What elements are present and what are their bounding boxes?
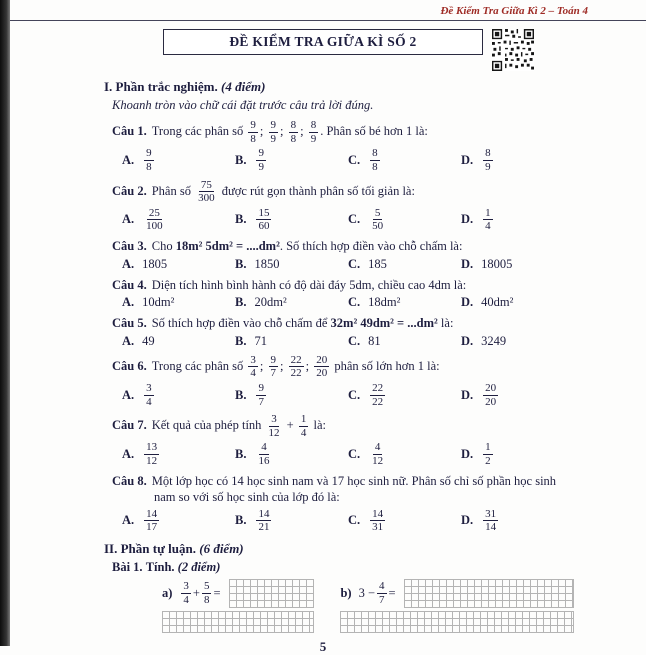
option-letter: A.	[122, 256, 135, 271]
section1-instruction: Khoanh tròn vào chữ cái đặt trước câu trả lời đúng.	[112, 98, 374, 112]
text-segment: là:	[437, 316, 454, 331]
text-segment: được rút gọn thành phân số tối giản là:	[218, 183, 415, 198]
fraction-numerator: 9	[250, 119, 256, 131]
fraction-denominator: 4	[183, 594, 189, 607]
answer-option[interactable]	[348, 334, 461, 349]
question-block	[104, 179, 574, 234]
page-content	[0, 79, 646, 633]
answer-option[interactable]	[235, 382, 348, 408]
exercise-expression	[162, 579, 314, 608]
fraction-denominator: 300	[198, 192, 215, 205]
fraction-numerator: 14	[372, 507, 384, 520]
fraction	[483, 207, 493, 233]
fraction	[256, 441, 271, 467]
answer-option[interactable]	[461, 334, 574, 349]
question-line	[112, 354, 574, 380]
option-letter: D.	[461, 295, 474, 310]
fraction-denominator: 60	[258, 220, 270, 233]
answer-option[interactable]	[122, 295, 235, 310]
fraction-numerator: 15	[258, 206, 270, 219]
fraction-denominator: 7	[379, 594, 385, 607]
text-segment: 18005	[481, 256, 513, 271]
fraction	[144, 382, 154, 408]
section1-heading	[104, 79, 574, 95]
option-letter: A.	[122, 212, 135, 227]
answer-option[interactable]	[348, 382, 461, 408]
fraction	[370, 508, 385, 534]
fraction	[269, 354, 279, 380]
question-label: Câu 2.	[112, 183, 147, 198]
answer-option[interactable]	[461, 207, 574, 233]
option-letter: A.	[122, 152, 135, 167]
exercise-label: a)	[162, 586, 173, 601]
text-segment: =	[213, 586, 221, 601]
fraction-denominator: 100	[146, 220, 163, 233]
running-header	[0, 0, 646, 21]
option-letter: B.	[235, 447, 247, 462]
fraction	[267, 413, 282, 439]
text-segment: 40dm²	[481, 295, 514, 310]
exercise-item	[162, 579, 314, 633]
section1-heading-text: I. Phần trắc nghiệm.	[104, 79, 218, 94]
option-letter: C.	[348, 447, 361, 462]
fraction-denominator: 8	[146, 160, 152, 173]
fraction	[370, 441, 385, 467]
qr-code-icon	[492, 29, 534, 71]
text-segment: Số thích hợp điền vào chỗ chấm để	[151, 316, 331, 331]
fraction-denominator: 20	[316, 367, 328, 380]
text-segment: 71	[254, 333, 267, 348]
question-line	[112, 413, 574, 439]
page-number: 5	[319, 639, 327, 655]
question-line	[112, 315, 574, 332]
question-line	[112, 473, 574, 506]
question-block	[104, 238, 574, 272]
options-row	[112, 147, 574, 173]
option-letter: B.	[235, 295, 247, 310]
fraction-denominator: 4	[300, 426, 307, 439]
fraction-denominator: 31	[372, 521, 384, 534]
option-letter: D.	[461, 513, 474, 528]
fraction	[483, 147, 493, 173]
answer-option[interactable]	[461, 441, 574, 467]
option-letter: B.	[235, 212, 247, 227]
fraction-denominator: 4	[485, 220, 491, 233]
fraction-numerator: 8	[485, 147, 491, 160]
answer-option[interactable]	[348, 207, 461, 233]
option-letter: A.	[122, 387, 135, 402]
text-segment: Kết quả của phép tính	[151, 418, 265, 433]
title-row	[0, 29, 646, 75]
fraction-denominator: 12	[268, 426, 280, 439]
question-line	[112, 119, 574, 145]
fraction	[248, 119, 258, 145]
option-letter: A.	[122, 295, 135, 310]
text-segment: ;	[305, 358, 313, 373]
text-segment: là:	[310, 418, 326, 433]
options-row	[112, 441, 574, 467]
running-header-text: Đề Kiểm Tra Giữa Kì 2 – Toán 4	[440, 5, 588, 17]
fraction-numerator: 3	[146, 381, 152, 394]
fraction-numerator: 3	[183, 580, 189, 593]
answer-option[interactable]	[235, 257, 348, 272]
answer-option[interactable]	[461, 147, 574, 173]
fraction	[299, 413, 309, 439]
fraction-denominator: 8	[372, 160, 378, 173]
fraction-numerator: 4	[374, 441, 381, 454]
fraction	[483, 382, 498, 408]
test-title: ĐỀ KIỂM TRA GIỮA KÌ SỐ 2	[229, 34, 417, 49]
question-label: Câu 1.	[112, 124, 147, 139]
text-segment: ;	[300, 124, 307, 139]
work-grid[interactable]	[162, 611, 314, 633]
fraction-denominator: 22	[290, 367, 302, 380]
book-spine-edge	[0, 0, 10, 646]
question-block	[104, 315, 574, 349]
fraction	[289, 119, 299, 145]
fraction	[256, 382, 266, 408]
exercise-expression	[340, 579, 574, 608]
fraction-numerator: 9	[258, 147, 264, 160]
answer-option[interactable]	[461, 382, 574, 408]
fraction	[202, 580, 212, 606]
text-segment: 1805	[142, 256, 168, 271]
questions-list	[104, 119, 574, 534]
fraction-numerator: 4	[261, 441, 267, 454]
option-letter: D.	[461, 152, 474, 167]
fraction	[144, 441, 159, 467]
answer-option[interactable]	[235, 295, 348, 310]
fraction-numerator: 14	[146, 507, 158, 520]
answer-option[interactable]	[122, 207, 235, 233]
fraction-numerator: 31	[485, 507, 497, 520]
options-row	[112, 334, 574, 349]
fraction-denominator: 12	[146, 455, 158, 468]
text-segment: Một lớp học có 14 học sinh nam và 17 học sinh nữ. Phân số chỉ số phần học sinh nam so với số học sinh của lớp đó là:	[151, 473, 557, 505]
bai1-points: (2 điểm)	[177, 560, 221, 575]
text-segment: ;	[259, 358, 267, 373]
fraction	[144, 508, 159, 534]
option-letter: A.	[122, 333, 135, 348]
fraction-denominator: 17	[146, 521, 158, 534]
text-segment: Phân số	[151, 183, 195, 198]
question-label: Câu 4.	[112, 277, 147, 292]
fraction-denominator: 4	[250, 367, 256, 380]
fraction-denominator: 14	[485, 521, 497, 534]
fraction-numerator: 9	[270, 119, 277, 131]
text-segment: 20dm²	[254, 295, 287, 310]
fraction-numerator: 1	[485, 441, 491, 454]
option-letter: C.	[348, 256, 361, 271]
option-letter: D.	[461, 447, 474, 462]
fraction	[309, 119, 319, 145]
answer-option[interactable]	[235, 508, 348, 534]
fraction	[370, 382, 385, 408]
options-row	[112, 382, 574, 408]
fraction-denominator: 8	[250, 132, 256, 145]
option-letter: B.	[235, 256, 247, 271]
fraction-numerator: 9	[146, 147, 152, 160]
section1-heading-points: (4 điểm)	[221, 79, 266, 94]
answer-option[interactable]	[348, 295, 461, 310]
fraction	[269, 119, 279, 145]
option-letter: D.	[461, 212, 474, 227]
fraction-numerator: 20	[316, 353, 328, 366]
fraction	[196, 179, 217, 205]
option-letter: C.	[348, 513, 361, 528]
fraction-numerator: 8	[372, 147, 378, 160]
option-letter: D.	[461, 387, 474, 402]
fraction	[314, 354, 329, 380]
fraction-numerator: 3	[250, 353, 256, 366]
option-letter: C.	[348, 212, 361, 227]
answer-option[interactable]	[235, 441, 348, 467]
text-segment: Trong các phân số	[151, 124, 247, 139]
answer-option[interactable]	[461, 295, 574, 310]
text-segment: Diện tích hình bình hành có độ dài đáy 5dm, chiều cao 4dm là:	[151, 277, 467, 292]
options-row	[112, 508, 574, 534]
answer-option[interactable]	[348, 257, 461, 272]
section2-heading-points: (6 điểm)	[199, 541, 244, 557]
fraction-denominator: 12	[372, 455, 384, 468]
answer-option[interactable]	[122, 257, 235, 272]
fraction	[289, 354, 304, 380]
option-letter: C.	[348, 387, 361, 402]
fraction-denominator: 9	[485, 160, 491, 173]
question-line	[112, 238, 574, 255]
fraction-denominator: 7	[270, 367, 277, 380]
fraction-denominator: 8	[203, 594, 210, 607]
question-block	[104, 413, 574, 468]
fraction	[377, 580, 387, 606]
option-letter: B.	[235, 387, 247, 402]
answer-option[interactable]	[461, 257, 574, 272]
text-segment: 81	[368, 333, 381, 348]
fraction	[256, 207, 271, 233]
question-block	[104, 119, 574, 174]
fraction	[483, 441, 493, 467]
work-grid[interactable]	[229, 579, 315, 608]
option-letter: B.	[235, 333, 247, 348]
fraction-numerator: 13	[146, 441, 158, 454]
fraction-denominator: 7	[258, 395, 264, 408]
options-row	[112, 207, 574, 233]
fraction-numerator: 4	[379, 580, 385, 593]
text-segment: 1850	[254, 256, 280, 271]
text-segment: ;	[259, 124, 267, 139]
fraction-denominator: 50	[372, 220, 384, 233]
text-segment: 185	[368, 256, 387, 271]
option-letter: A.	[122, 447, 135, 462]
text-segment: phân số lớn hơn 1 là:	[331, 358, 440, 373]
test-title-box	[163, 29, 483, 55]
fraction-denominator: 9	[270, 132, 277, 145]
option-letter: C.	[348, 295, 361, 310]
fraction-denominator: 4	[146, 395, 152, 408]
text-segment: 3249	[481, 333, 507, 348]
fraction-denominator: 22	[372, 395, 384, 408]
option-letter: C.	[348, 152, 361, 167]
text-segment: =	[388, 586, 396, 601]
question-line	[112, 277, 574, 294]
answer-option[interactable]	[348, 508, 461, 534]
exercise-label: b)	[340, 586, 352, 601]
bai1-heading	[104, 560, 574, 575]
bai1-label: Bài 1.	[112, 560, 143, 575]
fraction-denominator: 8	[290, 132, 297, 145]
answer-option[interactable]	[348, 147, 461, 173]
question-label: Câu 3.	[112, 239, 147, 254]
fraction-numerator: 9	[270, 353, 277, 366]
answer-option[interactable]	[122, 508, 235, 534]
fraction-numerator: 1	[485, 206, 491, 219]
question-label: Câu 5.	[112, 316, 147, 331]
question-label: Câu 6.	[112, 358, 147, 373]
bai1-text: Tính.	[145, 560, 175, 575]
options-row	[112, 295, 574, 310]
fraction-denominator: 20	[485, 395, 497, 408]
section2-heading	[104, 541, 574, 557]
exercises-row	[104, 579, 574, 633]
text-segment: 10dm²	[142, 295, 175, 310]
question-block	[104, 277, 574, 311]
fraction-numerator: 3	[271, 413, 277, 426]
fraction-numerator: 25	[148, 206, 160, 219]
fraction	[256, 508, 271, 534]
fraction-numerator: 14	[258, 507, 270, 520]
fraction	[248, 354, 258, 380]
text-segment: . Phân số bé hơn 1 là:	[320, 124, 428, 139]
answer-option[interactable]	[235, 334, 348, 349]
work-grid[interactable]	[340, 611, 574, 633]
text-segment: +	[192, 586, 200, 601]
fraction-numerator: 5	[374, 206, 381, 219]
fraction-numerator: 22	[372, 381, 384, 394]
fraction	[370, 147, 380, 173]
text-segment: ;	[280, 358, 287, 373]
section2-heading-text: II. Phần tự luận.	[104, 541, 196, 557]
question-block	[104, 354, 574, 409]
text-segment: +	[283, 418, 297, 433]
fraction-numerator: 75	[200, 178, 212, 191]
option-letter: C.	[348, 333, 361, 348]
option-letter: A.	[122, 513, 135, 528]
fraction-numerator: 1	[300, 413, 307, 426]
text-segment: 49	[142, 333, 155, 348]
fraction-denominator: 16	[258, 455, 270, 468]
option-letter: D.	[461, 333, 474, 348]
text-segment: 18dm²	[368, 295, 401, 310]
option-letter: B.	[235, 152, 247, 167]
answer-option[interactable]	[235, 207, 348, 233]
text-segment: 18m² 5dm² = ....dm²	[175, 239, 280, 254]
exercise-item	[340, 579, 574, 633]
fraction-denominator: 21	[258, 521, 270, 534]
question-label: Câu 7.	[112, 418, 147, 433]
question-line	[112, 179, 574, 205]
text-segment: 3 −	[358, 586, 375, 601]
fraction-numerator: 5	[203, 580, 210, 593]
option-letter: D.	[461, 256, 474, 271]
question-block	[104, 473, 574, 534]
fraction	[144, 147, 154, 173]
option-letter: B.	[235, 513, 247, 528]
fraction	[370, 207, 385, 233]
fraction	[256, 147, 266, 173]
question-label: Câu 8.	[112, 473, 147, 488]
answer-option[interactable]	[122, 441, 235, 467]
text-segment: . Số thích hợp điền vào chỗ chấm là:	[279, 239, 463, 254]
fraction-numerator: 8	[310, 119, 317, 131]
fraction-denominator: 9	[258, 160, 264, 173]
answer-option[interactable]	[461, 508, 574, 534]
answer-option[interactable]	[348, 441, 461, 467]
fraction-numerator: 8	[290, 119, 297, 131]
options-row	[112, 257, 574, 272]
text-segment: Cho	[151, 239, 176, 254]
fraction-denominator: 9	[310, 132, 317, 145]
fraction-numerator: 9	[258, 381, 264, 394]
text-segment: Trong các phân số	[151, 358, 247, 373]
fraction-numerator: 20	[485, 381, 497, 394]
text-segment: 32m² 49dm² = ...dm²	[330, 316, 438, 331]
fraction-numerator: 22	[290, 353, 302, 366]
fraction	[483, 508, 498, 534]
text-segment: ;	[280, 124, 287, 139]
fraction-denominator: 2	[485, 455, 491, 468]
fraction	[144, 207, 165, 233]
answer-option[interactable]	[122, 147, 235, 173]
answer-option[interactable]	[235, 147, 348, 173]
fraction	[181, 580, 191, 606]
answer-option[interactable]	[122, 382, 235, 408]
answer-option[interactable]	[122, 334, 235, 349]
work-grid[interactable]	[404, 579, 574, 608]
